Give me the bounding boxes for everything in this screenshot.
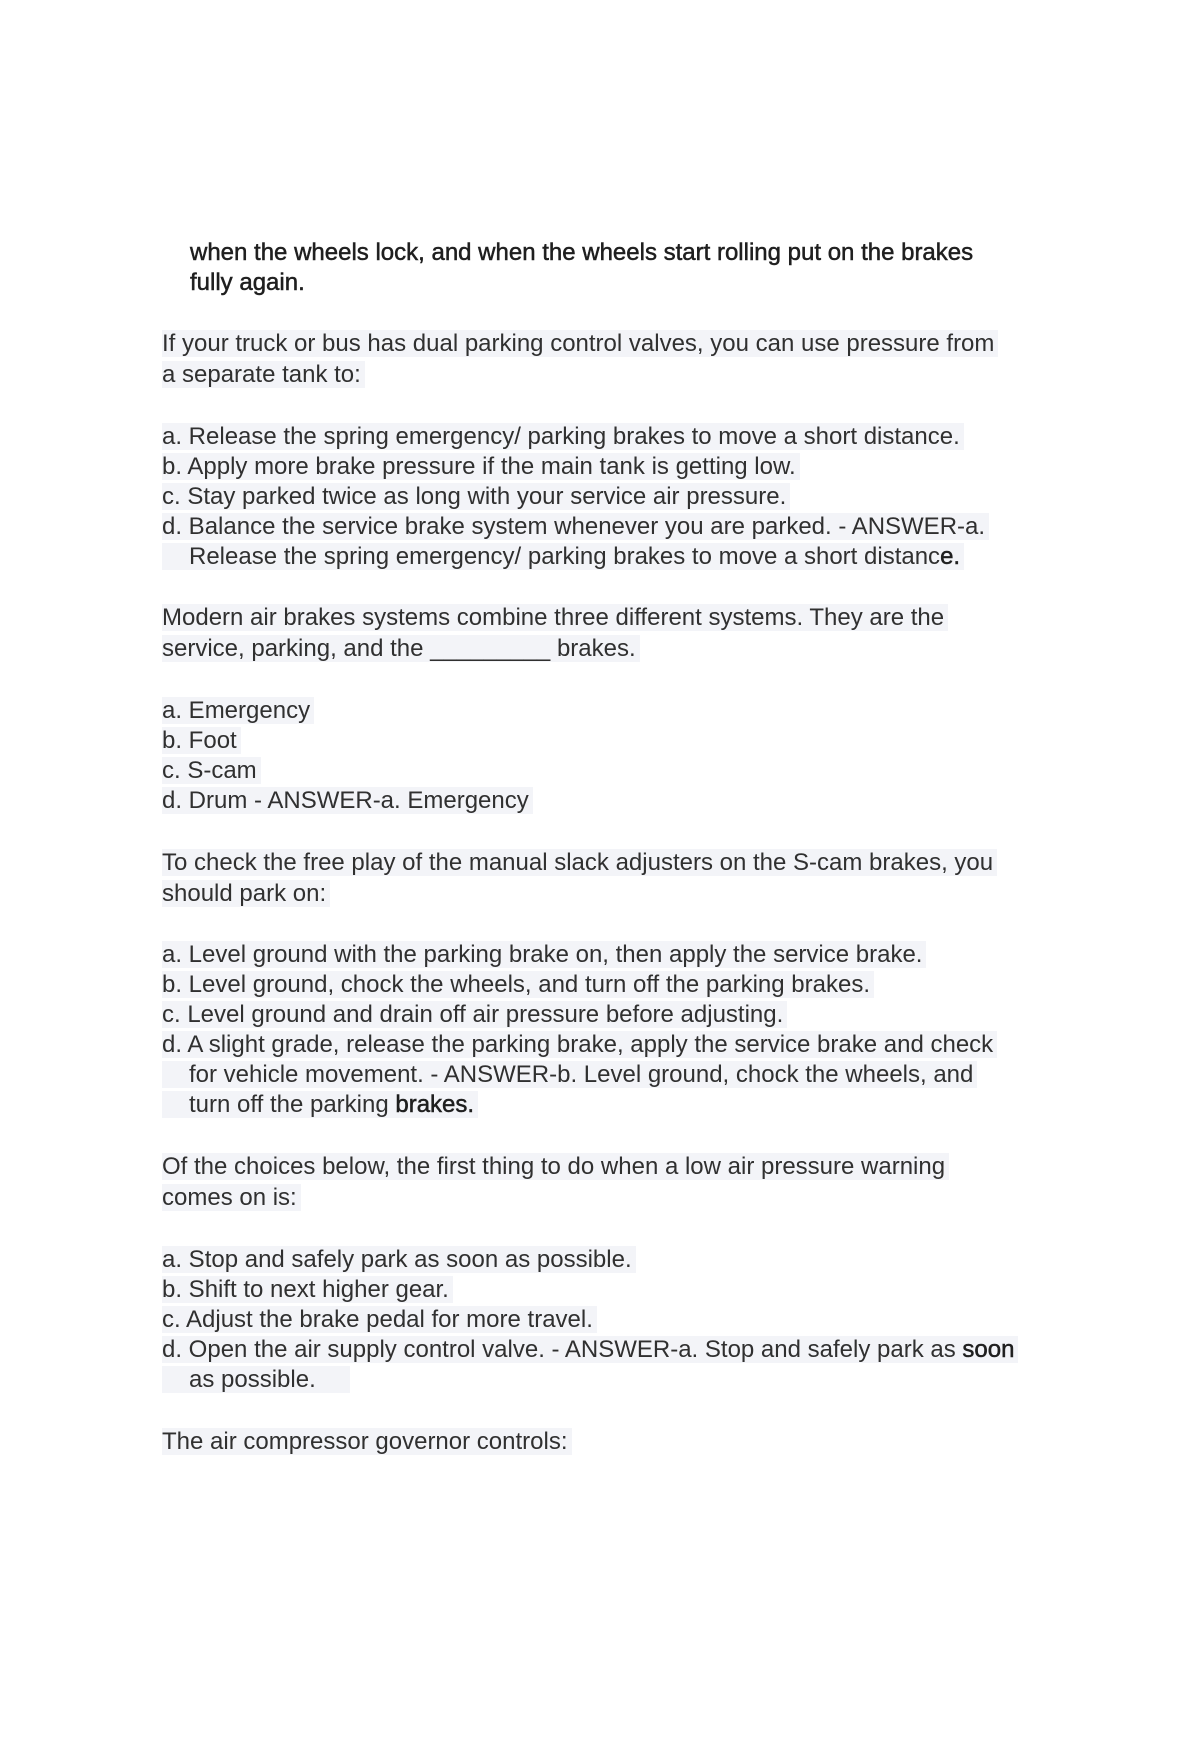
question-2-stem-line-1: Modern air brakes systems combine three different systems. They are the <box>162 603 948 633</box>
question-1-option-b: b. Apply more brake pressure if the main tank is getting low. <box>162 452 800 482</box>
question-3-option-d: d. A slight grade, release the parking brake, apply the service brake and check <box>162 1030 997 1060</box>
question-3-stem-line-1: To check the free play of the manual slack adjusters on the S-cam brakes, you <box>162 848 997 878</box>
question-1-stem-line-2: a separate tank to: <box>162 360 365 390</box>
question-4-stem-line-1: Of the choices below, the first thing to do when a low air pressure warning <box>162 1152 949 1182</box>
question-1-answer-continuation: Release the spring emergency/ parking brakes to move a short distance. <box>162 542 964 572</box>
question-3-answer-continuation-1: for vehicle movement. - ANSWER-b. Level ground, chock the wheels, and <box>162 1060 977 1090</box>
question-3-answer-continuation-2: turn off the parking brakes. <box>162 1090 478 1120</box>
question-3-option-c: c. Level ground and drain off air pressure before adjusting. <box>162 1000 787 1030</box>
continuation-line-2: fully again. <box>190 269 305 296</box>
question-4-answer-continuation: as possible. <box>162 1365 350 1395</box>
question-2-option-b: b. Foot <box>162 726 241 756</box>
question-4-option-d: d. Open the air supply control valve. - ANSWER-a. Stop and safely park as soon <box>162 1335 1018 1365</box>
question-1-stem-line-1: If your truck or bus has dual parking control valves, you can use pressure from <box>162 329 998 359</box>
question-1-option-c: c. Stay parked twice as long with your service air pressure. <box>162 482 790 512</box>
question-4-stem-line-2: comes on is: <box>162 1183 301 1213</box>
continuation-line-1: when the wheels lock, and when the wheels start rolling put on the brakes <box>190 239 974 266</box>
question-1-option-d: d. Balance the service brake system whenever you are parked. - ANSWER-a. <box>162 512 989 542</box>
question-4-option-a: a. Stop and safely park as soon as possible. <box>162 1245 636 1275</box>
question-3-option-a: a. Level ground with the parking brake on, then apply the service brake. <box>162 940 926 970</box>
question-2-stem-line-2: service, parking, and the _________ brakes. <box>162 634 640 664</box>
question-5-stem: The air compressor governor controls: <box>162 1427 572 1457</box>
question-1-option-a: a. Release the spring emergency/ parking brakes to move a short distance. <box>162 422 964 452</box>
question-2-option-d: d. Drum - ANSWER-a. Emergency <box>162 786 533 816</box>
question-2-option-a: a. Emergency <box>162 696 314 726</box>
question-2-option-c: c. S-cam <box>162 756 261 786</box>
question-4-option-c: c. Adjust the brake pedal for more travel. <box>162 1305 597 1335</box>
question-4-option-b: b. Shift to next higher gear. <box>162 1275 453 1305</box>
question-3-option-b: b. Level ground, chock the wheels, and turn off the parking brakes. <box>162 970 874 1000</box>
question-3-stem-line-2: should park on: <box>162 879 330 909</box>
